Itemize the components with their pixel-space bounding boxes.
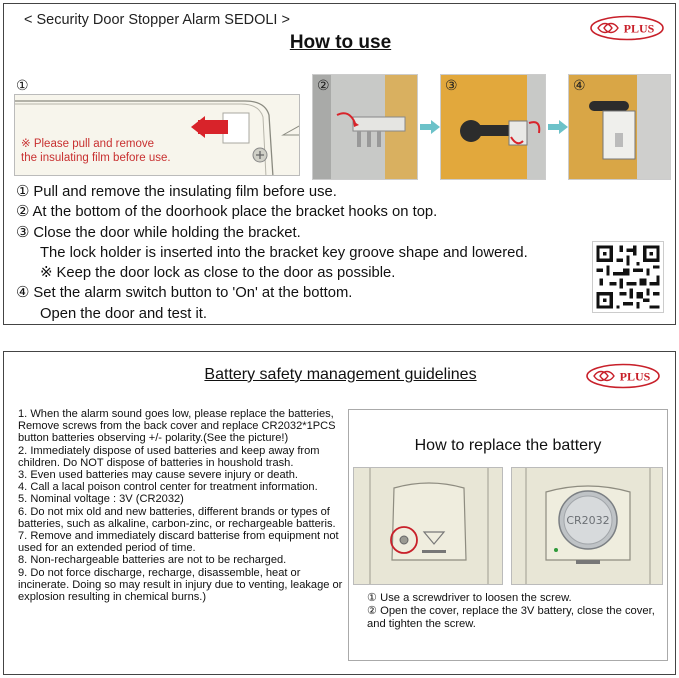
how-to-use-heading: How to use [289,32,392,53]
replace-battery-title: How to replace the battery [414,437,602,454]
arrow-right-icon [420,120,440,134]
arrow-right-icon [548,120,568,134]
step-1-illustration [14,94,300,176]
battery-label: CR2032 [566,514,610,527]
instruction-line: ① Pull and remove the insulating film before use. [16,184,337,200]
logo-text: PLUS [623,21,655,36]
instructions-list [16,182,586,324]
step-4-photo [568,74,671,180]
replace-step: ② Open the cover, replace the 3V battery, close the cover, and tighten the screw. [367,605,655,631]
battery-sketch [512,468,663,585]
guideline-item: 3. Even used batteries may cause severe injury or death. [18,469,298,482]
how-to-use-panel [3,3,676,325]
guideline-item: 9. Do not force discharge, recharge, disassemble, heat or incinerate. Doing so may result in injury due to venting, leakage or explosion resulting in chemical burns.) [18,566,343,604]
qr-code[interactable] [592,241,664,313]
replace-step: ① Use a screwdriver to loosen the screw. [367,592,572,604]
step-3-photo [440,74,546,180]
instruction-line: ③ Close the door while holding the bracket. [16,224,301,241]
battery-replace-box [348,409,668,661]
battery-compartment-image [511,467,663,585]
plus-logo [589,15,665,41]
guideline-item: 1. When the alarm sound goes low, please replace the batteries, Remove screws from the back cover and replace CR2032*1PCS button batteries observing +/- polarity.(See the picture!) [18,408,336,445]
cover-screw-sketch [354,468,503,585]
instruction-line: Open the door and test it. [40,305,207,322]
logo-text: PLUS [619,369,651,384]
guideline-item: 6. Do not mix old and new batteries, different brands or types of batteries, such as alkaline, carbon-zinc, or rechargeable batteris. [18,505,336,530]
step-2-label: ② [317,77,330,93]
film-note: ※ Please pull and remove the insulating film before use. [21,138,171,164]
replace-steps-list [367,592,665,632]
step-3-label: ③ [445,77,458,93]
instruction-line: ※ Keep the door lock as close to the door as possible. [40,265,396,282]
guideline-item: 2. Immediately dispose of used batteries and keep away from children. Do NOT dispose of batteries in houshold trash. [18,444,320,469]
plus-logo [585,363,661,389]
guideline-item: 8. Non-rechargeable batteries are not to be recharged. [18,554,287,567]
guideline-item: 5. Nominal voltage : 3V (CR2032) [18,493,184,506]
guideline-item: 4. Call a lacal poison control center for treatment information. [18,481,318,494]
battery-safety-title: Battery safety management guidelines [204,366,477,383]
back-cover-image [353,467,503,585]
step-1-label: ① [16,77,29,93]
step-2-photo [312,74,418,180]
instruction-line: ② At the bottom of the doorhook place the bracket hooks on top. [16,204,438,221]
guideline-item: 7. Remove and immediately discard batterise from equipment not used for an extended period of time. [18,530,339,555]
instruction-line: The lock holder is inserted into the bracket key groove shape and lowered. [40,244,528,261]
step-4-label: ④ [573,77,586,93]
battery-guidelines-list [18,408,344,603]
instruction-line: ④ Set the alarm switch button to 'On' at the bottom. [16,285,353,302]
battery-safety-panel [3,351,676,675]
product-title: < Security Door Stopper Alarm SEDOLI > [24,12,290,28]
